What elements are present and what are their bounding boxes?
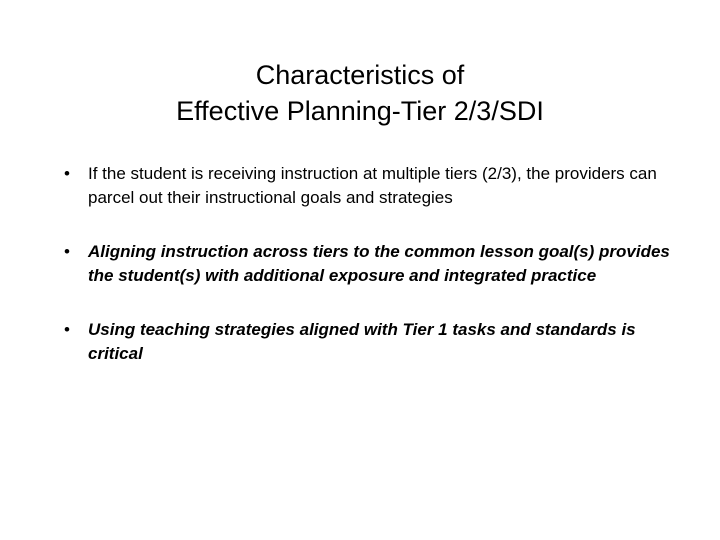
bullet-list [60, 162, 680, 366]
bullet-item [60, 318, 680, 366]
bullet-text: Aligning instruction across tiers to the common lesson goal(s) provides the student(s) with additional exposure and integrated practice [88, 242, 670, 285]
bullet-marker: • [64, 242, 70, 261]
slide-title [0, 57, 720, 129]
bullet-marker: • [64, 164, 70, 183]
bullet-item [60, 240, 680, 288]
bullet-text: If the student is receiving instruction at multiple tiers (2/3), the providers can parcel out their instructional goals and strategies [88, 164, 657, 207]
slide-title-line-2: Effective Planning-Tier 2/3/SDI [176, 96, 544, 126]
bullet-item [60, 162, 680, 210]
bullet-marker: • [64, 320, 70, 339]
slide-title-line-1: Characteristics of [255, 60, 465, 90]
bullet-text: Using teaching strategies aligned with Tier 1 tasks and standards is critical [88, 320, 636, 363]
